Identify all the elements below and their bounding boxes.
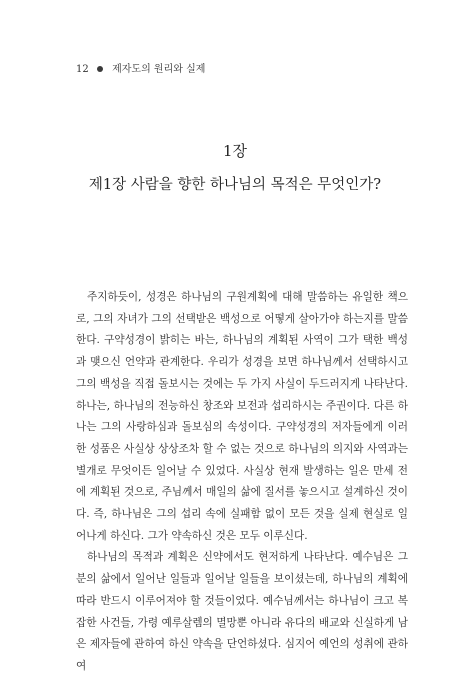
paragraph: 주지하듯이, 성경은 하나님의 구원계획에 대해 말씀하는 유일한 책으로, 그의 자녀가 그의 선택받은 백성으로 어떻게 살아가야 하는지를 말씀한다. 구약성경이 밝히는 바는, 하나님의 계획된 사역이 그가 택한 백성과 맺으신 언약과 관계한다. 우리가 성경을 보면 하나님께서 선택하시고 그의 백성을 직접 돌보시는 것에는 두 가지 사실이 두드러지게 나타난다. 하나는, 하나님의 전능하신 창조와 보전과 섭리하시는 주권이다. 다른 하나는 그의 사랑하심과 돌보심의 속성이다. 구약성경의 저자들에게 이러한 성품은 사실상 상상조차 할 수 없는 것으로 하나님의 의지와 사역과는 별개로 무엇이든 일어날 수 있었다. 사실상 현재 발생하는 일은 만세 전에 계획된 것으로, 주님께서 매일의 삶에 질서를 놓으시고 설계하신 것이다. 즉, 하나님은 그의 섭리 속에 실패함 없이 모든 것을 실제 현실로 일어나게 하신다. 그가 약속하신 것은 모두 이루신다.: [76, 291, 408, 542]
paragraph: 하나님의 목적과 계획은 신약에서도 현저하게 나타난다. 예수님은 그분의 삶에서 일어난 일들과 일어날 일들을 보이셨는데, 하나님의 계획에 따라 반드시 이루어져야 할 것들이었다. 예수님께서는 하나님이 크고 복잡한 사건들, 가령 예루살렘의 멸망뿐 아니라 유다의 배교와 신실하게 남은 제자들에 관하여 하신 약속을 단언하셨다. 심지어 예언의 성취에 관하여: [76, 551, 408, 672]
chapter-number: 1장: [222, 142, 248, 160]
page-number: 12: [76, 64, 89, 75]
book-title: 제자도의 원리와 실제: [112, 64, 206, 75]
running-header: [76, 60, 205, 75]
chapter-title: 제1장 사람을 향한 하나님의 목적은 무엇인가?: [88, 177, 382, 193]
bullet-icon: [97, 66, 103, 72]
body-text: [76, 287, 408, 678]
